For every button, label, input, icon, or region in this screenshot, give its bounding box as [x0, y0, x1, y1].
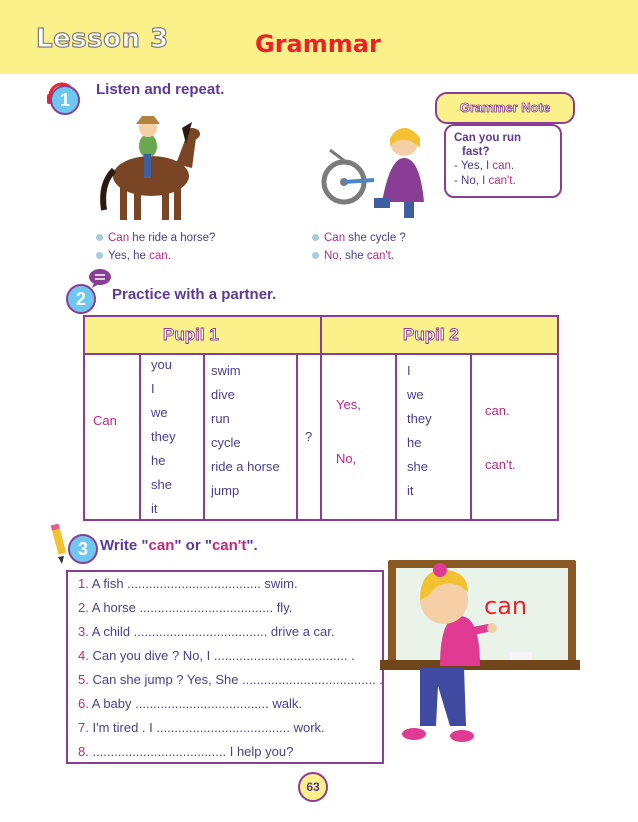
section-title: Grammar	[255, 30, 381, 58]
verb: jump	[211, 483, 240, 498]
answer-yes: Yes,	[336, 397, 361, 412]
grammar-note-answer-no: - No, I can't.	[454, 175, 516, 187]
answer-can: can.	[485, 403, 510, 418]
subject: we	[151, 405, 168, 420]
subject: it	[151, 501, 158, 516]
table-rule	[395, 353, 397, 519]
exercise-1-number: 1	[50, 85, 80, 115]
ex1-left-answer: Yes, he can.	[96, 250, 171, 262]
subject: you	[151, 357, 172, 372]
lesson-title: Lesson 3	[36, 24, 169, 54]
grammar-note-question-1: Can you run	[454, 132, 522, 144]
verb: dive	[211, 387, 235, 402]
pupil-1-header: Pupil 1	[163, 325, 219, 344]
pronoun: we	[407, 387, 424, 402]
table-rule	[296, 353, 298, 519]
table-rule	[139, 353, 141, 519]
grammar-note-box	[444, 124, 562, 198]
grammar-note-question-2: fast?	[462, 146, 490, 158]
pronoun: she	[407, 459, 428, 474]
modal-can: Can	[93, 413, 117, 428]
verb: ride a horse	[211, 459, 280, 474]
bullet-icon	[312, 252, 319, 259]
subject: she	[151, 477, 172, 492]
ex1-right-answer: No, she can't.	[312, 250, 394, 262]
answer-no: No,	[336, 451, 357, 466]
exercise-item: 3. A child ..................................... drive a car.	[78, 624, 335, 639]
table-rule	[320, 317, 322, 519]
verb: run	[211, 411, 230, 426]
exercise-item: 1. A fish ..................................... swim.	[78, 576, 298, 591]
grammar-note-answer-yes: - Yes, I can.	[454, 160, 515, 172]
subject: I	[151, 381, 155, 396]
pronoun: he	[407, 435, 422, 450]
exercise-2-title: Practice with a partner.	[112, 286, 277, 303]
practice-table	[83, 315, 559, 521]
girl-at-board-image	[380, 556, 580, 756]
speech-bubble-icon	[88, 268, 112, 288]
exercise-item: 7. I'm tired . I ..................................... work.	[78, 720, 325, 735]
ex1-left-question: Can he ride a horse?	[96, 232, 215, 244]
pronoun: they	[407, 411, 432, 426]
subject: he	[151, 453, 166, 468]
exercise-1-title: Listen and repeat.	[96, 81, 225, 98]
ex1-right-question: Can she cycle ?	[312, 232, 406, 244]
exercise-item: 6. A baby ..................................... walk.	[78, 696, 302, 711]
table-rule	[203, 353, 205, 519]
exercise-item: 2. A horse ..................................... fly.	[78, 600, 293, 615]
pronoun: I	[407, 363, 411, 378]
pencil-icon	[50, 524, 68, 564]
boy-riding-horse-image	[96, 104, 200, 226]
subject: they	[151, 429, 176, 444]
pronoun: it	[407, 483, 414, 498]
pupil-2-header: Pupil 2	[403, 325, 459, 344]
exercise-3-title: Write "can" or "can't".	[100, 537, 258, 554]
bullet-icon	[312, 234, 319, 241]
page-number: 63	[298, 772, 328, 802]
exercise-item: 5. Can she jump ? Yes, She ..................................... .	[78, 672, 383, 687]
board-word: can	[484, 592, 528, 620]
exercise-2-number: 2	[66, 284, 96, 314]
bullet-icon	[96, 234, 103, 241]
exercise-3-box	[66, 570, 384, 764]
verb: swim	[211, 363, 241, 378]
exercise-item: 4. Can you dive ? No, I ..................................... .	[78, 648, 355, 663]
question-mark: ?	[305, 429, 313, 444]
girl-fallen-bicycle-image	[312, 118, 434, 222]
exercise-3-number: 3	[68, 534, 98, 564]
bullet-icon	[96, 252, 103, 259]
table-rule	[470, 353, 472, 519]
grammar-note-tag: Grammer Note	[435, 92, 575, 124]
answer-cant: can't.	[485, 457, 516, 472]
verb: cycle	[211, 435, 241, 450]
exercise-item: 8. ..................................... I help you?	[78, 744, 294, 759]
